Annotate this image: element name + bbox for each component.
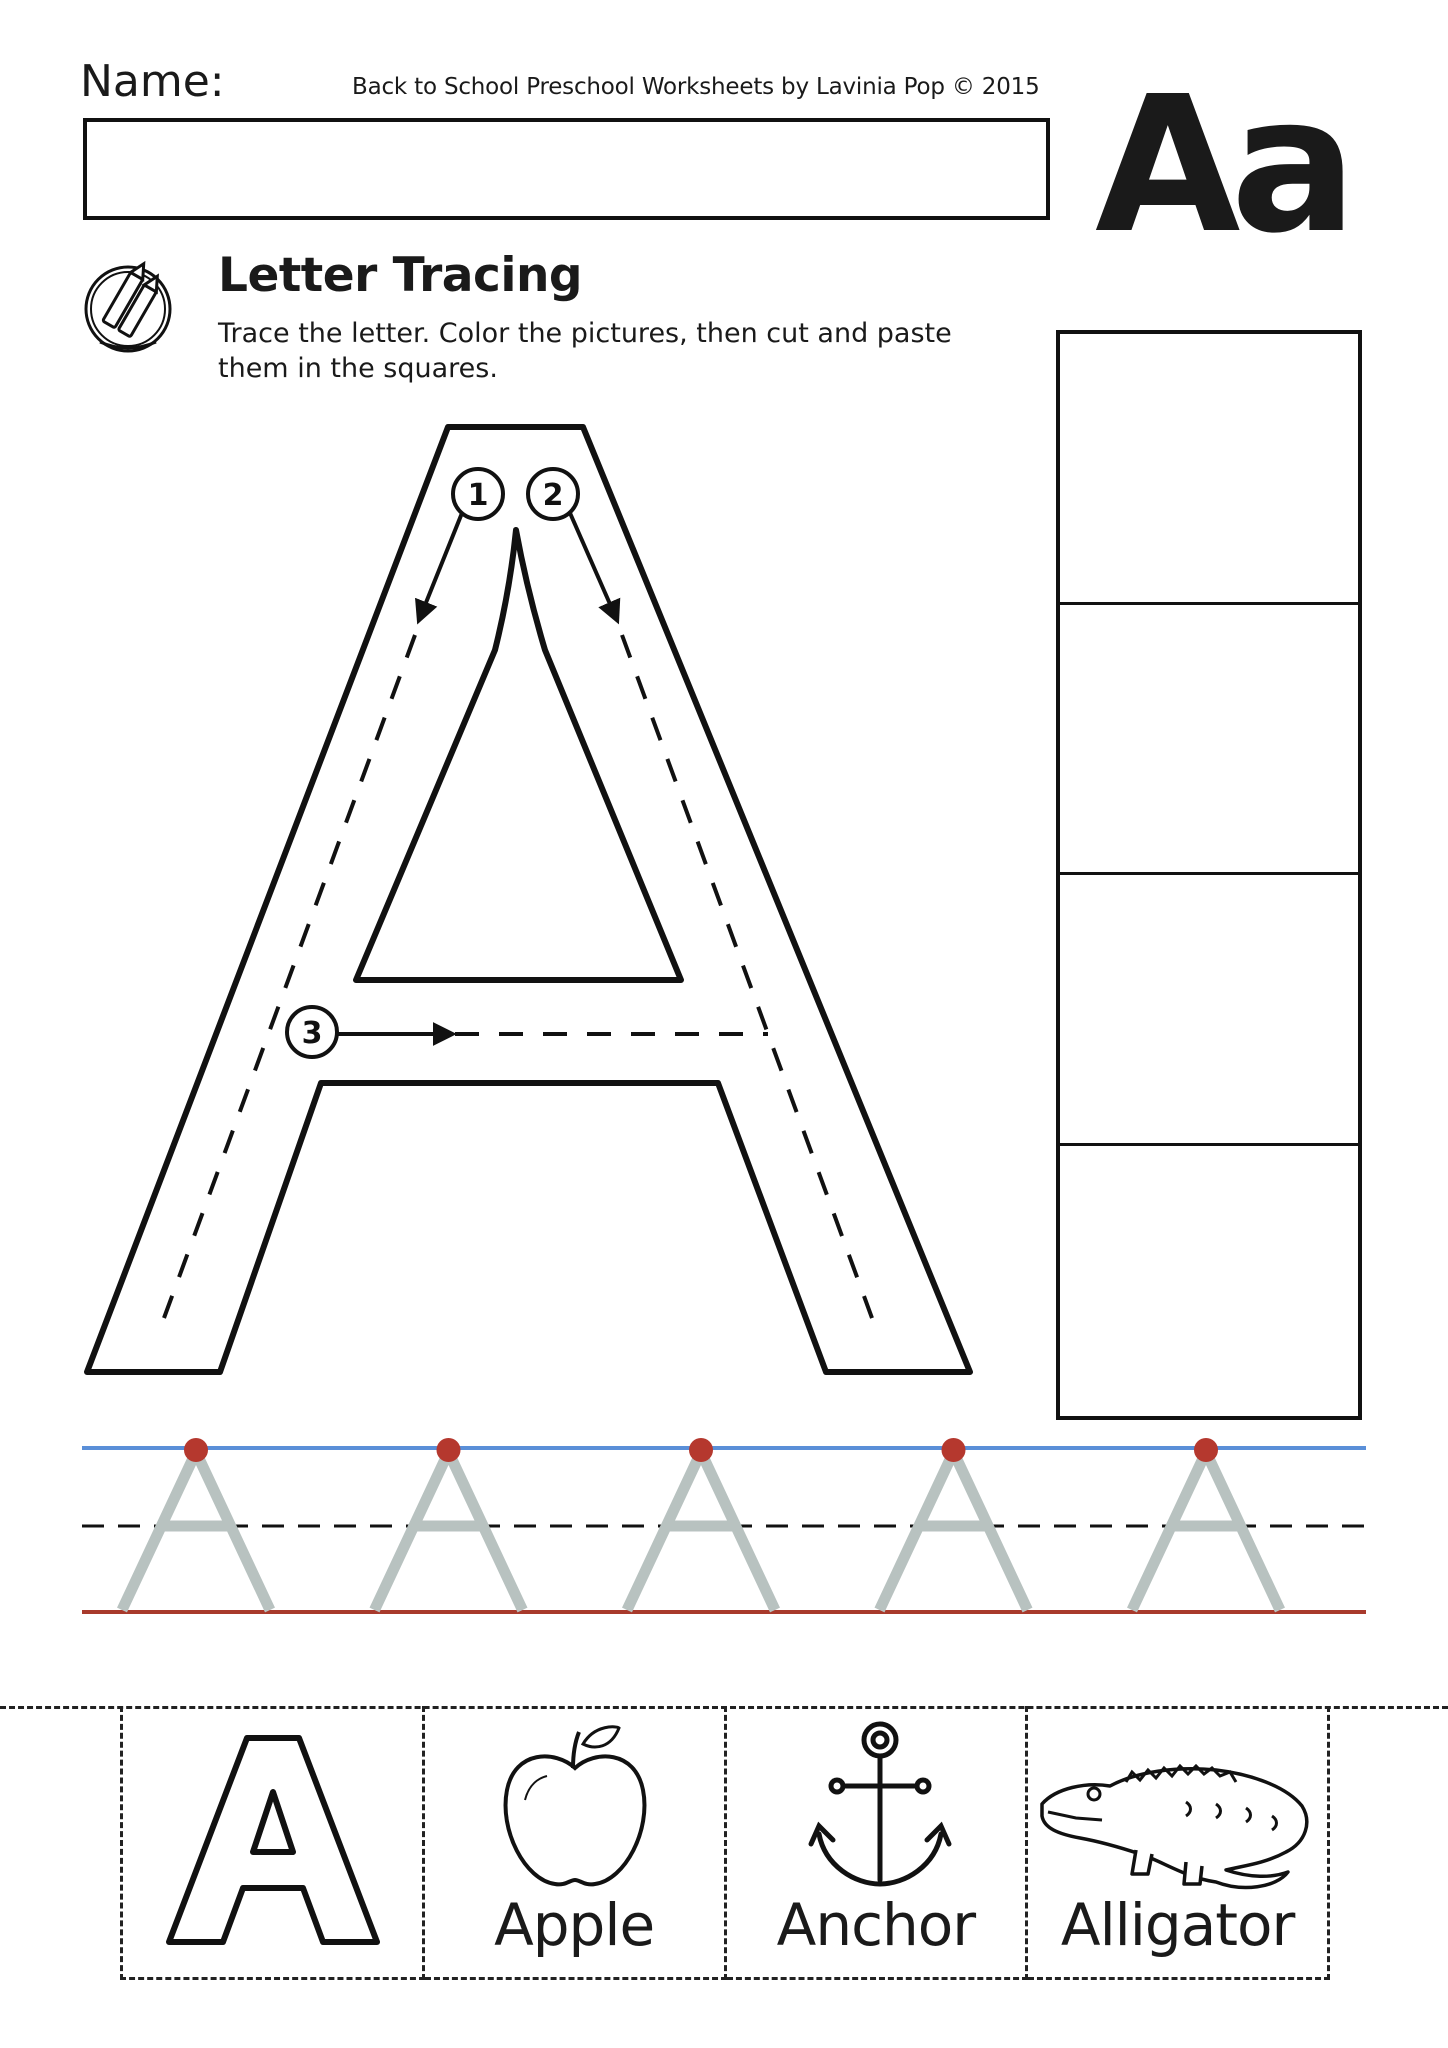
practice-letter-a[interactable]	[1132, 1438, 1280, 1610]
start-dot	[942, 1438, 966, 1462]
card-letter-a[interactable]	[120, 1706, 425, 1980]
card-alligator[interactable]	[1028, 1706, 1330, 1980]
step-3-label: 3	[301, 1016, 323, 1051]
letter-a-outline-icon	[163, 1730, 383, 1950]
practice-letter-a[interactable]	[122, 1438, 270, 1610]
name-label: Name:	[80, 56, 225, 107]
section-title: Letter Tracing	[218, 248, 583, 303]
card-apple[interactable]	[425, 1706, 727, 1980]
card-label-apple: Apple	[494, 1891, 655, 1959]
credit-text: Back to School Preschool Worksheets by Lavinia Pop © 2015	[352, 74, 1040, 100]
practice-letter-a[interactable]	[627, 1438, 775, 1610]
step-1-label: 1	[467, 478, 489, 513]
apple-icon	[495, 1720, 655, 1890]
big-letters: Aa	[1095, 56, 1348, 275]
anchor-icon	[805, 1716, 955, 1896]
card-anchor[interactable]	[727, 1706, 1029, 1980]
cut-out-cards	[120, 1706, 1330, 1980]
card-label-alligator: Alligator	[1060, 1891, 1295, 1959]
instructions-text: Trace the letter. Color the pictures, then cut and paste them in the squares.	[218, 318, 952, 384]
practice-letter-a[interactable]	[880, 1438, 1028, 1610]
alligator-icon	[1036, 1742, 1326, 1892]
start-dot	[689, 1438, 713, 1462]
start-dot	[1194, 1438, 1218, 1462]
step-2-label: 2	[542, 478, 564, 513]
start-dot	[184, 1438, 208, 1462]
start-dot	[437, 1438, 461, 1462]
practice-letter-a[interactable]	[375, 1438, 523, 1610]
card-label-anchor: Anchor	[776, 1891, 976, 1959]
